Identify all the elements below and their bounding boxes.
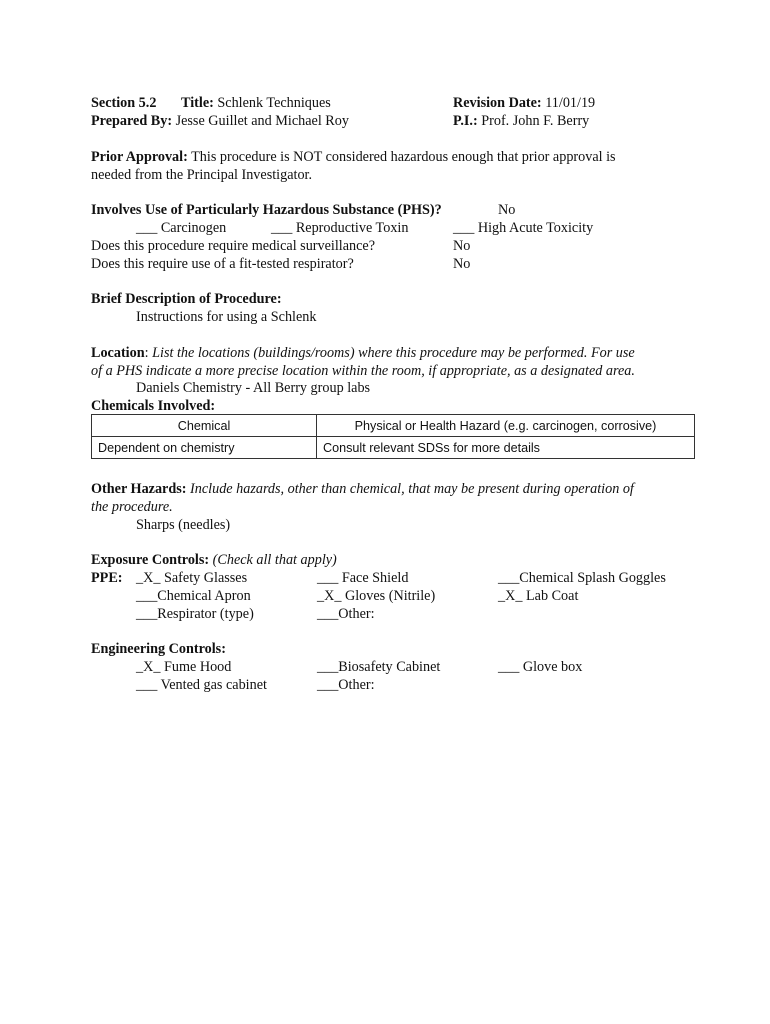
eng-biosafety-cabinet: ___Biosafety Cabinet [317, 659, 441, 675]
revision-line [453, 94, 595, 112]
respirator-answer: No [453, 256, 471, 272]
phs-question [91, 201, 442, 219]
prepared-line [91, 112, 349, 130]
prepared-label: Prepared By: [91, 113, 173, 129]
engineering-controls-label: Engineering Controls: [91, 641, 226, 657]
prior-approval-line2: needed from the Principal Investigator. [91, 167, 313, 183]
ppe-safety-glasses: _X_ Safety Glasses [136, 570, 248, 586]
other-hazards-instructions-cont: the procedure. [91, 499, 173, 515]
engineering-controls-heading [91, 640, 226, 658]
title-label: Title: [181, 95, 214, 111]
ppe-chemical-apron: ___Chemical Apron [136, 588, 251, 604]
pi-value: Prof. John F. Berry [481, 113, 590, 129]
phs-reproductive-toxin: ___ Reproductive Toxin [271, 220, 409, 236]
eng-fume-hood: _X_ Fume Hood [136, 659, 232, 675]
location-instructions-cont: of a PHS indicate a more precise location within the room, if appropriate, as a designated area. [91, 363, 635, 379]
chemicals-table [91, 414, 695, 459]
location-label: Location [91, 345, 145, 361]
phs-question-text: Involves Use of Particularly Hazardous Substance (PHS)? [91, 202, 442, 218]
chemicals-label: Chemicals Involved: [91, 398, 216, 414]
section-label: Section 5.2 [91, 95, 157, 111]
column-header-hazard: Physical or Health Hazard (e.g. carcinogen, corrosive) [317, 415, 695, 437]
other-hazards-instructions: Include hazards, other than chemical, that may be present during operation of [190, 481, 634, 497]
eng-glove-box: ___ Glove box [498, 659, 583, 675]
pi-label: P.I.: [453, 113, 478, 129]
phs-high-acute-toxicity: ___ High Acute Toxicity [453, 220, 594, 236]
pi-line [453, 112, 589, 130]
exposure-controls-note: (Check all that apply) [212, 552, 337, 568]
revision-value: 11/01/19 [545, 95, 596, 111]
eng-other: ___Other: [317, 677, 375, 693]
surveillance-question: Does this procedure require medical surveillance? [91, 238, 376, 254]
ppe-face-shield: ___ Face Shield [317, 570, 409, 586]
prepared-value: Jesse Guillet and Michael Roy [175, 113, 349, 129]
brief-description-heading [91, 290, 282, 308]
title-value: Schlenk Techniques [217, 95, 331, 111]
section-line [91, 94, 156, 112]
phs-carcinogen: ___ Carcinogen [136, 220, 227, 236]
other-hazards-line2 [91, 498, 173, 516]
respirator-question: Does this require use of a fit-tested respirator? [91, 256, 354, 272]
location-line2 [91, 362, 635, 380]
table-header-row [92, 415, 695, 437]
other-hazards-line1 [91, 480, 634, 498]
surveillance-answer: No [453, 238, 471, 254]
chemical-cell: Dependent on chemistry [92, 437, 317, 459]
location-value: Daniels Chemistry - All Berry group labs [136, 380, 371, 396]
table-row [92, 437, 695, 459]
title-line [181, 94, 331, 112]
other-hazards-value: Sharps (needles) [136, 517, 231, 533]
prior-approval-text: This procedure is NOT considered hazardous enough that prior approval is [191, 149, 616, 165]
other-hazards-label: Other Hazards: [91, 481, 187, 497]
exposure-controls-heading [91, 551, 337, 569]
brief-description-text: Instructions for using a Schlenk [136, 309, 317, 325]
ppe-respirator: ___Respirator (type) [136, 606, 254, 622]
location-line1: Location: List the locations (buildings/rooms) where this procedure may be performed. For use [91, 345, 635, 361]
phs-answer: No [498, 202, 516, 218]
revision-label: Revision Date: [453, 95, 542, 111]
eng-vented-gas-cabinet: ___ Vented gas cabinet [136, 677, 267, 693]
exposure-controls-label: Exposure Controls: [91, 552, 210, 568]
ppe-label-line [91, 569, 123, 587]
hazard-cell: Consult relevant SDSs for more details [317, 437, 695, 459]
column-header-chemical: Chemical [92, 415, 317, 437]
ppe-gloves: _X_ Gloves (Nitrile) [317, 588, 436, 604]
ppe-lab-coat: _X_ Lab Coat [498, 588, 579, 604]
ppe-label: PPE: [91, 570, 123, 586]
location-instructions: List the locations (buildings/rooms) where this procedure may be performed. For use [152, 345, 635, 361]
ppe-other: ___Other: [317, 606, 375, 622]
prior-approval-line1 [91, 148, 616, 166]
chemicals-heading [91, 397, 215, 415]
prior-approval-label: Prior Approval: [91, 149, 188, 165]
brief-description-label: Brief Description of Procedure: [91, 291, 282, 307]
ppe-splash-goggles: ___Chemical Splash Goggles [498, 570, 666, 586]
